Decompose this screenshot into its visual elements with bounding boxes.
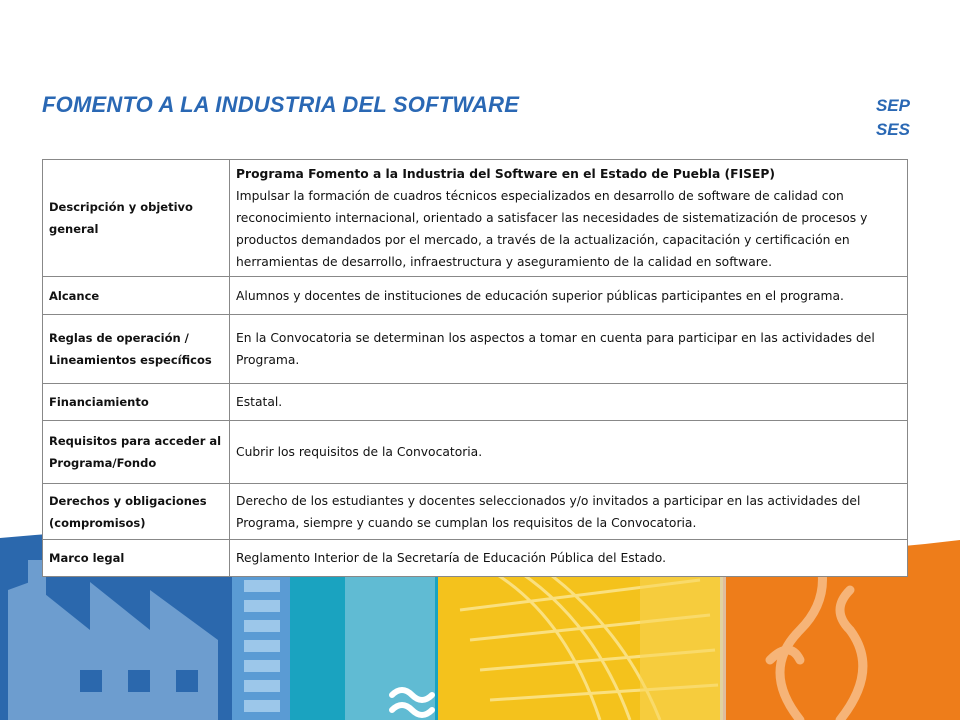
table-row <box>43 484 908 540</box>
table-row <box>43 160 908 277</box>
organization-label <box>876 94 910 142</box>
row-label: Reglas de operación / Lineamientos específicos <box>43 315 230 384</box>
table-row <box>43 315 908 384</box>
row-value: Derecho de los estudiantes y docentes seleccionados y/o invitados a participar en las actividades del Programa, siempre y cuando se cumplan los requisitos de la Convocatoria. <box>230 484 908 540</box>
org-line-ses: SES <box>875 120 910 139</box>
row-value: Estatal. <box>230 384 908 421</box>
row-value: Cubrir los requisitos de la Convocatoria. <box>230 421 908 484</box>
table-row <box>43 421 908 484</box>
row-label: Requisitos para acceder al Programa/Fondo <box>43 421 230 484</box>
org-line-sep: SEP <box>875 96 910 115</box>
table-row <box>43 277 908 315</box>
row-label: Marco legal <box>43 540 230 577</box>
page-title: FOMENTO A LA INDUSTRIA DEL SOFTWARE <box>42 92 520 117</box>
row-value <box>230 160 908 277</box>
row-label: Derechos y obligaciones (compromisos) <box>43 484 230 540</box>
program-objective: Impulsar la formación de cuadros técnicos especializados en desarrollo de software de calidad con reconocimiento internacional, orientado a satisfacer las necesidades de sistematización de procesos y productos demandados por el mercado, a través de la actualización, capacitación y certificación en herramientas de desarrollo, infraestructura y aseguramiento de la calidad en software. <box>236 189 868 269</box>
row-value: En la Convocatoria se determinan los aspectos a tomar en cuenta para participar en las actividades del Programa. <box>230 315 908 384</box>
row-value: Alumnos y docentes de instituciones de educación superior públicas participantes en el programa. <box>230 277 908 315</box>
row-label: Financiamiento <box>43 384 230 421</box>
table-row <box>43 540 908 577</box>
row-label: Alcance <box>43 277 230 315</box>
row-label: Descripción y objetivo general <box>43 160 230 277</box>
program-name: Programa Fomento a la Industria del Software en el Estado de Puebla (FISEP) <box>236 167 776 181</box>
row-value: Reglamento Interior de la Secretaría de Educación Pública del Estado. <box>230 540 908 577</box>
table-row <box>43 384 908 421</box>
program-info-table <box>42 159 908 577</box>
